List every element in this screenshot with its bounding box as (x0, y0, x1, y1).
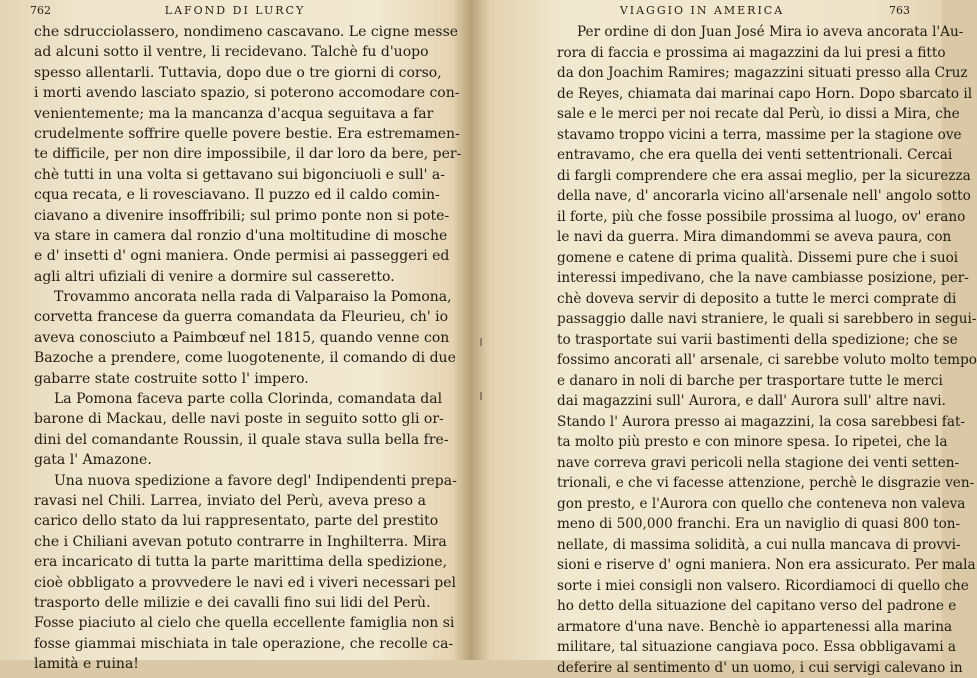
text-line: e d' insetti d' ogni maniera. Onde permisi ai passeggeri ed (34, 246, 426, 266)
text-line: entravamo, che era quella dei venti settentrionali. Cercai (557, 145, 895, 166)
text-line: della nave, d' ancorarla vicino all'arsenale nell' angolo sotto (557, 186, 895, 207)
text-line: Trovammo ancorata nella rada di Valparaiso la Pomona, (34, 287, 426, 307)
text-line: carico dello stato da lui rappresentato, parte del prestito (34, 511, 426, 531)
text-line: passaggio dalle navi straniere, le quali si sarebbero in segui- (557, 309, 895, 330)
text-line: Fosse piaciuto al cielo che quella eccellente famiglia non si (34, 613, 426, 633)
margin-tick (480, 338, 482, 346)
text-line: corvetta francese da guerra comandata da Fleurieu, ch' io (34, 307, 426, 327)
text-line: cqua recata, e li rovesciavano. Il puzzo ed il caldo comin- (34, 185, 426, 205)
text-line: gata l' Amazone. (34, 450, 426, 470)
text-line: nave correva gravi pericoli nella stagione dei venti setten- (557, 453, 895, 474)
text-line: va stare in camera dal ronzio d'una moltitudine di mosche (34, 226, 426, 246)
text-line: ho detto della situazione del capitano verso del padrone e (557, 596, 895, 617)
text-line: spesso allentarli. Tuttavia, dopo due o tre giorni di corso, (34, 63, 426, 83)
text-line: che sdrucciolassero, nondimeno cascavano. Le cigne messe (34, 22, 426, 42)
text-line: deferire al sentimento d' un uomo, i cui servigi calevano in (557, 658, 895, 678)
text-line: to trasportate sui varii bastimenti della spedizione; che se (557, 330, 895, 351)
right-running-title: VIAGGIO IN AMERICA (494, 4, 910, 17)
text-line: ravasi nel Chili. Larrea, inviato del Perù, aveva preso a (34, 491, 426, 511)
text-line: ad alcuni sotto il ventre, li recidevano. Talchè fu d'uopo (34, 42, 426, 62)
text-line: stavamo troppo vicini a terra, massime per la stagione ove (557, 125, 895, 146)
text-line: nellate, di massima solidità, a cui nulla mancava di provvi- (557, 535, 895, 556)
text-line: dini del comandante Roussin, il quale stava sulla bella fre- (34, 430, 426, 450)
text-line: venientemente; ma la mancanza d'acqua seguitava a far (34, 104, 426, 124)
text-line: chè tutti in una volta si gettavano sui bigonciuoli e sull' a- (34, 165, 426, 185)
text-line: ciavano a divenire insoffribili; sul primo ponte non si pote- (34, 206, 426, 226)
text-line: interessi impedivano, che la nave cambiasse posizione, per- (557, 268, 895, 289)
text-line: gon presto, e l'Aurora con quello che conteneva non valeva (557, 494, 895, 515)
text-line: lamità e ruina! (34, 654, 426, 674)
text-line: fosse giammai mischiata in tale operazione, che recolle ca- (34, 634, 426, 654)
right-page-text (557, 22, 895, 678)
right-running-header (494, 4, 910, 20)
text-line: Per ordine di don Juan José Mira io aveva ancorata l'Au- (557, 22, 895, 43)
text-line: chè doveva servir di deposito a tutte le merci comprate di (557, 289, 895, 310)
text-line: cioè obbligato a provvedere le navi ed i viveri necessari pel (34, 573, 426, 593)
text-line: i morti avendo lasciato spazio, si poterono accomodare con- (34, 83, 426, 103)
left-page-number: 762 (30, 4, 51, 17)
text-line: gomene e catene di prima qualità. Dissemi pure che i suoi (557, 248, 895, 269)
text-line: de Reyes, chiamata dai marinai capo Horn. Dopo sbarcato il (557, 84, 895, 105)
text-line: aveva conosciuto a Paimbœuf nel 1815, quando venne con (34, 328, 426, 348)
text-line: di fargli comprendere che era assai meglio, per la sicurezza (557, 166, 895, 187)
right-page-number: 763 (889, 4, 910, 17)
text-line: gabarre state costruite sotto l' impero. (34, 369, 426, 389)
text-line: meno di 500,000 franchi. Era un naviglio di quasi 800 ton- (557, 514, 895, 535)
text-line: e danaro in noli di barche per trasportare tutte le merci (557, 371, 895, 392)
text-line: ta molto più presto e con minore spesa. Io ripetei, che la (557, 432, 895, 453)
text-line: barone di Mackau, delle navi poste in seguito sotto gli or- (34, 409, 426, 429)
left-page-text (34, 22, 426, 675)
text-line: sale e le merci per noi recate dal Perù, io dissi a Mira, che (557, 104, 895, 125)
text-line: sioni e riserve d' ogni maniera. Non era assicurato. Per mala (557, 555, 895, 576)
text-line: trionali, e che vi facesse attenzione, perchè le disgrazie ven- (557, 473, 895, 494)
text-line: armatore d'una nave. Benchè io appartenessi alla marina (557, 617, 895, 638)
text-line: fossimo ancorati all' arsenale, ci sarebbe voluto molto tempo (557, 350, 895, 371)
text-line: trasporto delle milizie e dei cavalli fino sui lidi del Perù. (34, 593, 426, 613)
text-line: La Pomona faceva parte colla Clorinda, comandata dal (34, 389, 426, 409)
text-line: il forte, più che fosse possibile prossima al luogo, ov' erano (557, 207, 895, 228)
margin-tick (480, 392, 482, 400)
text-line: Stando l' Aurora presso ai magazzini, la cosa sarebbesi fat- (557, 412, 895, 433)
text-line: Bazoche a prendere, come luogotenente, il comando di due (34, 348, 426, 368)
text-line: le navi da guerra. Mira dimandommi se aveva paura, con (557, 227, 895, 248)
left-running-title: LAFOND DI LURCY (30, 4, 440, 17)
text-line: era incaricato di tutta la parte marittima della spedizione, (34, 552, 426, 572)
text-line: che i Chiliani avevan potuto contrarre in Inghilterra. Mira (34, 532, 426, 552)
text-line: da don Joachim Ramires; magazzini situati presso alla Cruz (557, 63, 895, 84)
text-line: Una nuova spedizione a favore degl' Indipendenti prepa- (34, 471, 426, 491)
left-page (0, 0, 470, 660)
left-running-header (30, 4, 440, 20)
right-page (472, 0, 942, 660)
text-line: militare, tal situazione cangiava poco. Essa obbligavami a (557, 637, 895, 658)
text-line: rora di faccia e prossima ai magazzini da lui presi a fitto (557, 43, 895, 64)
text-line: crudelmente soffrire quelle povere bestie. Era estremamen- (34, 124, 426, 144)
text-line: te difficile, per non dire impossibile, il dar loro da bere, per- (34, 144, 426, 164)
text-line: dai magazzini sull' Aurora, e dall' Aurora sull' altre navi. (557, 391, 895, 412)
text-line: agli altri ufiziali di venire a dormire sul casseretto. (34, 267, 426, 287)
text-line: sorte i miei consigli non valsero. Ricordiamoci di quello che (557, 576, 895, 597)
